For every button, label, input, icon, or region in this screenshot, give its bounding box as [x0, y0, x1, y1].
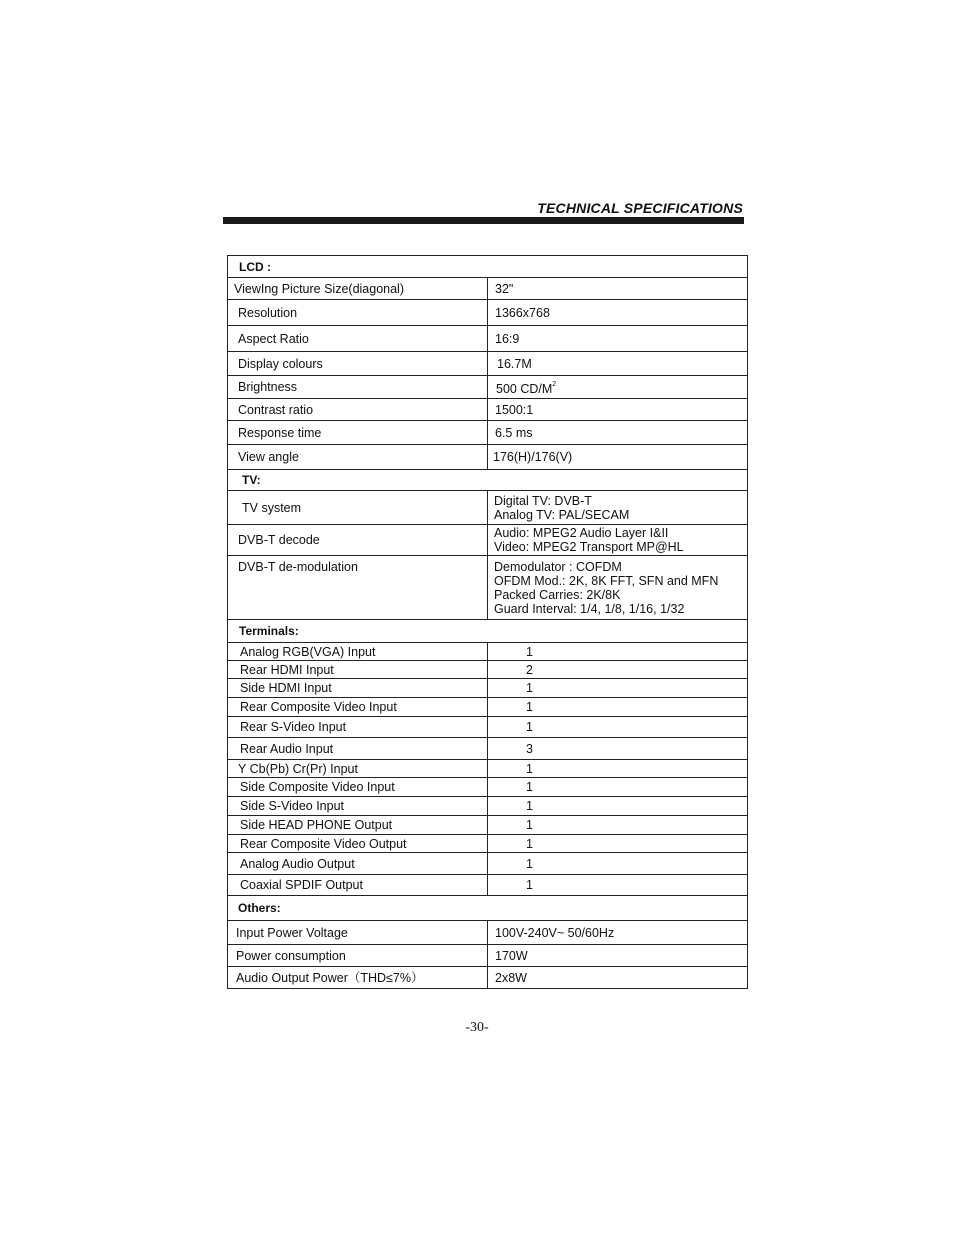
header-rule [223, 217, 744, 224]
table-row [228, 945, 748, 967]
spec-value: 1 [488, 835, 748, 853]
spec-value-multiline [488, 491, 748, 525]
spec-label: Display colours [228, 352, 488, 376]
spec-label: View angle [228, 445, 488, 470]
spec-label: DVB-T de-modulation [228, 556, 488, 620]
section-row-others [228, 896, 748, 921]
brightness-value: 500 CD/M [496, 382, 553, 396]
table-row [228, 835, 748, 853]
spec-value [488, 376, 748, 399]
table-row [228, 352, 748, 376]
table-row [228, 875, 748, 896]
table-row [228, 278, 748, 300]
spec-label: Response time [228, 421, 488, 445]
spec-line: Video: MPEG2 Transport MP@HL [494, 540, 684, 554]
table-row [228, 491, 748, 525]
page-number: -30- [465, 1020, 489, 1035]
spec-table [227, 255, 748, 989]
section-title-terminals: Terminals: [228, 620, 748, 643]
spec-value: 2 [488, 661, 748, 679]
spec-label: TV system [228, 491, 488, 525]
table-row [228, 445, 748, 470]
spec-label: DVB-T decode [228, 525, 488, 556]
spec-value: 176(H)/176(V) [488, 445, 748, 470]
spec-label: Rear S-Video Input [228, 717, 488, 738]
spec-line: Packed Carries: 2K/8K [494, 588, 621, 602]
spec-value: 1 [488, 853, 748, 875]
table-row [228, 525, 748, 556]
spec-value: 16:9 [488, 326, 748, 352]
superscript: 2 [552, 381, 557, 388]
table-row [228, 679, 748, 698]
spec-value: 100V-240V~ 50/60Hz [488, 921, 748, 945]
spec-line: OFDM Mod.: 2K, 8K FFT, SFN and MFN [494, 574, 719, 588]
section-row-terminals [228, 620, 748, 643]
spec-value: 3 [488, 738, 748, 760]
table-row [228, 376, 748, 399]
spec-label: Contrast ratio [228, 399, 488, 421]
spec-value: 6.5 ms [488, 421, 748, 445]
spec-value: 2x8W [488, 967, 748, 989]
spec-value: 32" [488, 278, 748, 300]
section-title-tv: TV: [228, 470, 748, 491]
spec-label: Aspect Ratio [228, 326, 488, 352]
spec-line: Digital TV: DVB-T [494, 493, 592, 508]
table-row [228, 326, 748, 352]
spec-value: 1 [488, 643, 748, 661]
spec-value: 1 [488, 778, 748, 797]
page-header-title: TECHNICAL SPECIFICATIONS [537, 200, 743, 216]
spec-label: Rear Audio Input [228, 738, 488, 760]
spec-value: 1 [488, 679, 748, 698]
spec-label: Rear HDMI Input [228, 661, 488, 679]
table-row [228, 661, 748, 679]
spec-value: 1500:1 [488, 399, 748, 421]
spec-value: 1 [488, 698, 748, 717]
table-row [228, 738, 748, 760]
table-row [228, 556, 748, 620]
spec-label: Side Composite Video Input [228, 778, 488, 797]
section-title-lcd: LCD : [228, 256, 748, 278]
section-title-others: Others: [228, 896, 748, 921]
spec-value-multiline [488, 556, 748, 620]
table-row [228, 717, 748, 738]
spec-label: Rear Composite Video Output [228, 835, 488, 853]
spec-label: Power consumption [228, 945, 488, 967]
table-row [228, 853, 748, 875]
spec-label: Side HEAD PHONE Output [228, 816, 488, 835]
spec-label: Coaxial SPDIF Output [228, 875, 488, 896]
spec-line: Demodulator : COFDM [494, 560, 622, 574]
spec-value: 1 [488, 875, 748, 896]
spec-label: Input Power Voltage [228, 921, 488, 945]
spec-label: Resolution [228, 300, 488, 326]
section-row-tv [228, 470, 748, 491]
spec-value: 1 [488, 797, 748, 816]
spec-value: 170W [488, 945, 748, 967]
spec-label: Side S-Video Input [228, 797, 488, 816]
spec-value: 1 [488, 717, 748, 738]
spec-value: 1 [488, 816, 748, 835]
table-row [228, 760, 748, 778]
spec-label: ViewIng Picture Size(diagonal) [228, 278, 488, 300]
table-row [228, 421, 748, 445]
spec-value: 16.7M [488, 352, 748, 376]
spec-line: Analog TV: PAL/SECAM [494, 507, 630, 522]
table-row [228, 778, 748, 797]
spec-label: Side HDMI Input [228, 679, 488, 698]
table-row [228, 921, 748, 945]
table-row [228, 643, 748, 661]
spec-label: Rear Composite Video Input [228, 698, 488, 717]
spec-value: 1366x768 [488, 300, 748, 326]
table-row [228, 698, 748, 717]
table-row [228, 967, 748, 989]
spec-label: Analog Audio Output [228, 853, 488, 875]
table-row [228, 399, 748, 421]
spec-label: Audio Output Power（THD≤7%） [228, 967, 488, 989]
spec-label: Analog RGB(VGA) Input [228, 643, 488, 661]
spec-label: Y Cb(Pb) Cr(Pr) Input [228, 760, 488, 778]
table-row [228, 797, 748, 816]
spec-value: 1 [488, 760, 748, 778]
table-row [228, 300, 748, 326]
table-row [228, 816, 748, 835]
spec-label: Brightness [228, 376, 488, 399]
spec-line: Guard Interval: 1/4, 1/8, 1/16, 1/32 [494, 602, 685, 616]
section-row-lcd [228, 256, 748, 278]
spec-line: Audio: MPEG2 Audio Layer I&II [494, 526, 669, 540]
spec-value-multiline [488, 525, 748, 556]
